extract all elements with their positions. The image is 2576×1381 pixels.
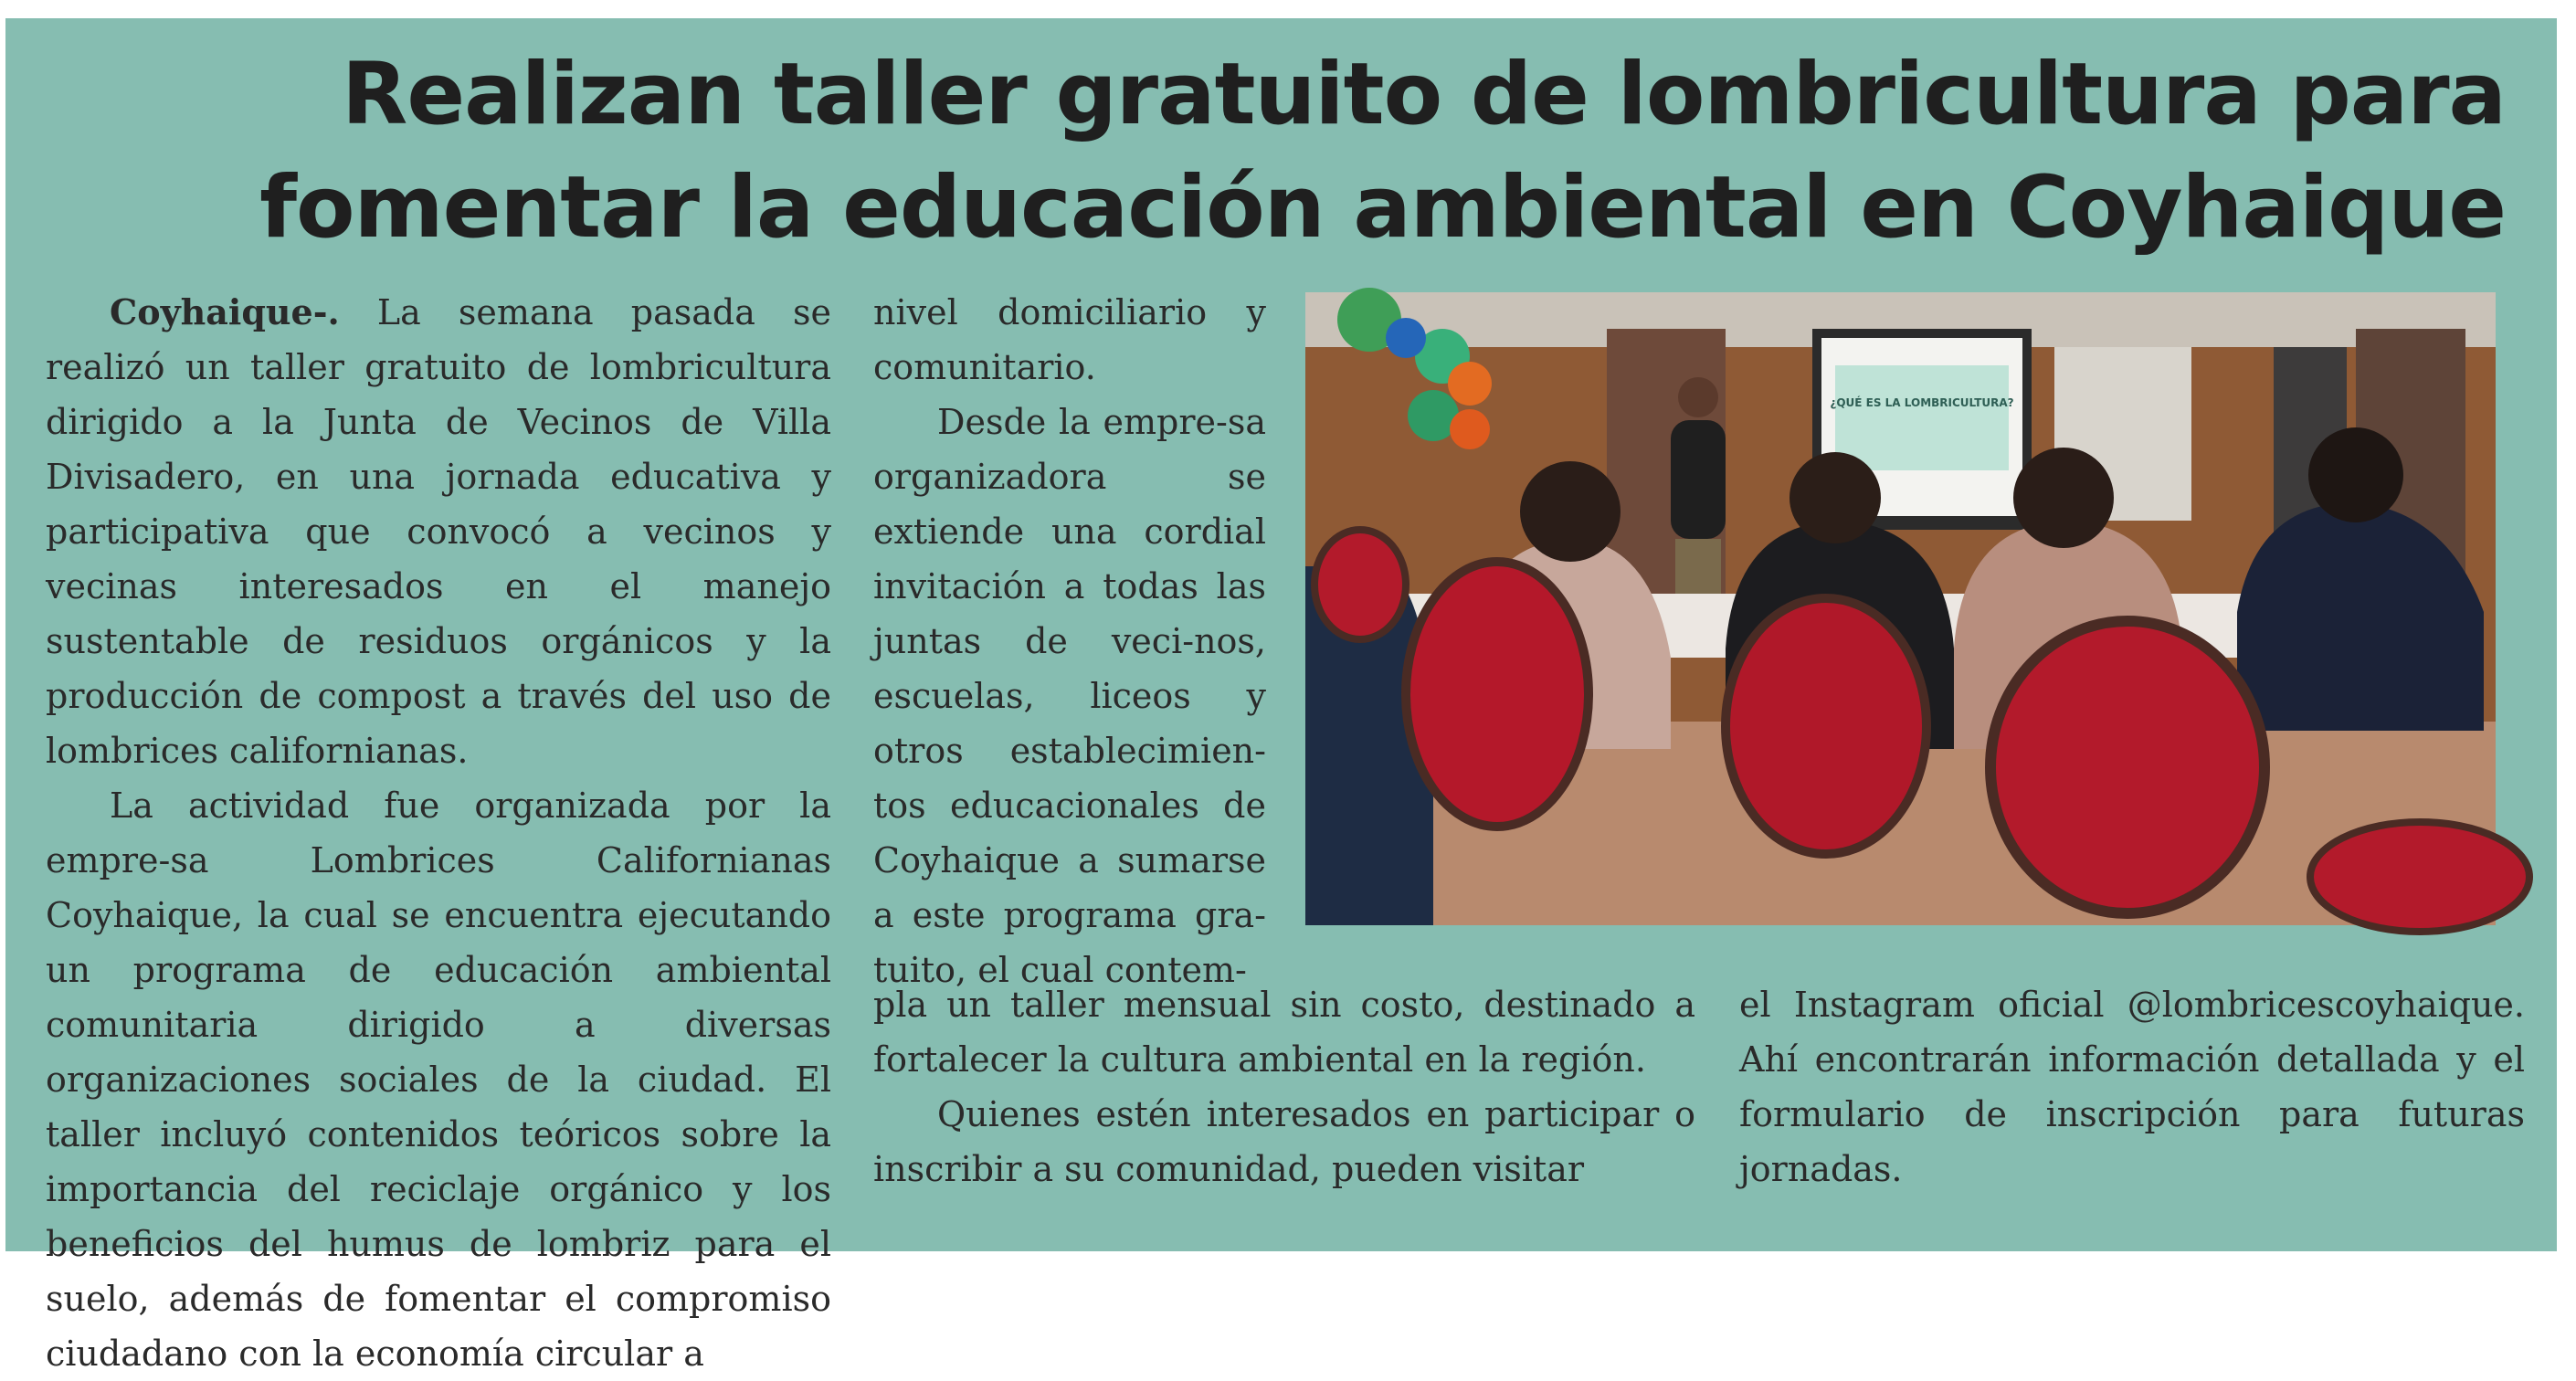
paragraph-text: La semana pasada se realizó un taller gratuito de lombricultura dirigido a la Junta de Vecinos de Villa Divisadero, en una jornada educativa y participativa que convocó a vecinos y vecinas interesados en el manejo sustentable de residuos orgánicos y la producción de compost a través del uso de lombrices californianas. — [46, 292, 831, 771]
headline: Realizan taller gratuito de lombricultura para fomentar la educación ambiental en Coyhaique — [259, 45, 2506, 258]
workshop-photo — [1305, 292, 2496, 925]
paragraph: Desde la empre-sa organizadora se extiende una cordial invitación a todas las juntas de veci-nos, escuelas, liceos y otros establecimien-tos educacionales de Coyhaique a sumarse a este programa gra-tuito, el cual contem- — [873, 402, 1266, 990]
paragraph: Quienes estén interesados en participar o inscribir a su comunidad, pueden visitar — [873, 1094, 1695, 1189]
paragraph: nivel domiciliario y comunitario. — [873, 292, 1266, 387]
body-column-3 — [873, 977, 1695, 1197]
paragraph: el Instagram oficial @lombricescoyhaique. Ahí encontrarán información detallada y el formulario de inscripción para futuras jornadas. — [1739, 985, 2525, 1189]
body-column-4 — [1739, 977, 2525, 1197]
paragraph: La actividad fue organizada por la empre-sa Lombrices Californianas Coyhaique, la cual se encuentra ejecutando un programa de educación ambiental comunitaria dirigido a diversas organizaciones sociales de la ciudad. El taller incluyó contenidos teóricos sobre la importancia del reciclaje orgánico y los beneficios del humus de lombriz para el suelo, además de fomentar el compromiso ciudadano con la economía circular a — [46, 785, 831, 1374]
dateline: Coyhaique-. — [110, 291, 340, 332]
article-panel — [5, 18, 2557, 1374]
body-column-2 — [873, 285, 1266, 997]
body-column-1 — [46, 285, 831, 1381]
paragraph — [46, 285, 831, 778]
workshop-photo-illustration — [1305, 292, 2496, 925]
paragraph: pla un taller mensual sin costo, destinado a fortalecer la cultura ambiental en la región. — [873, 985, 1695, 1080]
screen-text: ¿QUÉ ES LA LOMBRICULTURA? — [1830, 396, 2014, 409]
